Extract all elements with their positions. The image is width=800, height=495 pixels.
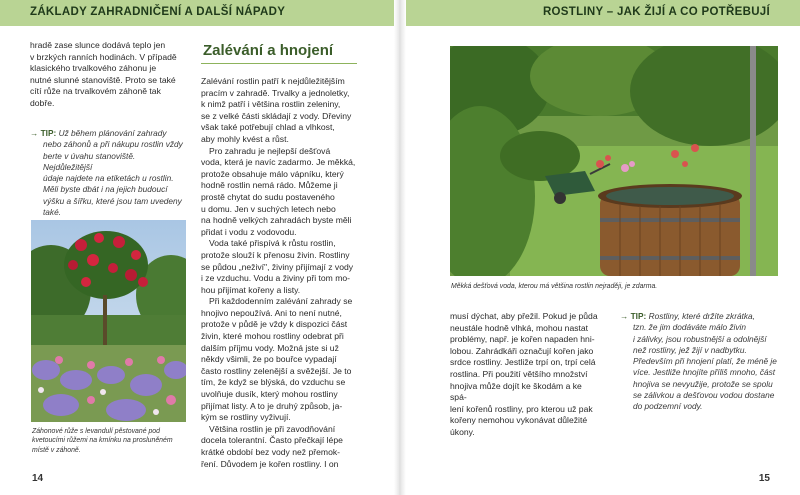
page-gutter	[394, 0, 406, 495]
text-line: se půdou „neživí", živiny přijímají z vody	[201, 261, 354, 272]
tip-line: nebo záhonů a při nákupu rostlin vždy	[43, 139, 183, 150]
tip-line: údaje najdete na etiketách u rostlin.	[43, 173, 174, 184]
tip-line: Rostliny, které držíte zkrátka,	[648, 311, 755, 321]
text-line: živin, které mohou rostliny odebrat při	[201, 331, 344, 342]
tip-line: hnojiva se nevyužije, protože se spolu	[633, 378, 773, 389]
text-line: docela tolerantní. Často přečkají lépe	[201, 435, 343, 446]
text-line: hradě zase slunce dodává teplo jen	[30, 40, 166, 50]
text-line: přijímat listy. A to je druhý způsob, ja-	[201, 400, 343, 411]
photo-caption-right: Měkká dešťová voda, kterou má většina rostlin nejraději, je zdarma.	[451, 283, 658, 290]
header-band-right	[406, 0, 800, 26]
tip-line: výšku a šířku, které jsou tam uvedeny	[43, 195, 182, 206]
tip-line: Měli byste dbát i na jejich budoucí	[43, 184, 168, 195]
tip-line: berte v úvahu stanoviště. Nejdůležitější	[43, 150, 136, 172]
text-line: rostlina. Při použití většího množství	[450, 368, 588, 379]
text-line: však také potřebují chlad a vlhkost,	[201, 122, 335, 133]
section-heading: Zalévání a hnojení	[203, 42, 334, 59]
tip-line: tzn. že jim dodáváte málo živin	[633, 322, 746, 333]
text-line: srdce rostliny. Jestliže trpí on, trpí celá	[450, 357, 596, 368]
text-line: cítí růže na trvalkovém záhoně tak	[30, 86, 161, 97]
arrow-right-icon: →	[620, 311, 629, 321]
text-line: tím, že když se blýská, do vzduchu se	[201, 377, 346, 388]
text-line: kořeny nemohou vykonávat důležité	[450, 415, 588, 426]
text-line: kým se rostliny vyživují.	[201, 412, 291, 423]
text-line: krátké období bez vody než přemok-	[201, 447, 341, 457]
text-line: musí dýchat, aby přežil. Pokud je půda	[450, 311, 598, 321]
text-line: hou přijímat kořeny a listy.	[201, 284, 301, 295]
text-line: Zalévání rostlin patří k nejdůležitějším	[201, 76, 345, 86]
text-line: problémy, např. je kořen napaden hni-	[450, 334, 595, 345]
running-header-left: ZÁKLADY ZAHRADNIČENÍ A DALŠÍ NÁPADY	[30, 6, 286, 18]
text-line: klasického trvalkového záhonu je	[30, 63, 157, 74]
text-line: se z velké části skládají z vody. Dřeviny	[201, 110, 352, 121]
text-line: neustále hodně vlhká, mohou nastat	[450, 322, 589, 333]
text-line: na hodně velkých zahradách byste měli	[201, 215, 352, 226]
tip-label: TIP:	[40, 128, 57, 138]
tip-box-right	[620, 311, 778, 413]
caption-line: Záhonové růže s levandulí pěstované pod	[32, 428, 160, 435]
tip-box-left	[30, 128, 186, 218]
header-band-left	[0, 0, 394, 26]
text-line: uvolňuje dusík, který mohou rostliny	[201, 389, 338, 400]
tip-line: více. Jestliže hnojíte příliš mnoho, část	[633, 367, 776, 378]
rain-barrel-garden-photo	[450, 46, 778, 276]
tip-line: také.	[43, 207, 61, 218]
text-line: ření. Důvodem je kořen rostliny. I on	[201, 458, 339, 469]
text-line: hodně rostlin nemá rádo. Můžeme ji	[201, 180, 338, 191]
text-line: protože v půdě je vždy k dispozici část	[201, 319, 348, 330]
text-line: v brzkých ranních hodinách. V případě	[30, 51, 177, 62]
text-line: u domu. Jen v suchých letech nebo	[201, 203, 336, 214]
page-number-left: 14	[32, 473, 44, 484]
text-line: i ze vzduchu. Vodu a živiny při tom mo-	[201, 273, 351, 284]
text-line: voda, která je navíc zadarmo. Je měkká,	[201, 157, 356, 168]
photo-caption-left	[32, 427, 182, 455]
tip-line: i zálivky, jsou robustnější a odolnější	[633, 333, 767, 344]
text-line: pracím v zahradě. Trvalky a jednoletky,	[201, 87, 350, 98]
right-column-text	[450, 311, 600, 439]
text-line: dalším příjmu vody. Možná jste si už	[201, 342, 339, 353]
text-line: lobou. Zahrádkáři označují kořen jako	[450, 345, 594, 356]
text-line: aby mohly kvést a růst.	[201, 133, 289, 144]
caption-line: kvetoucími růžemi na kmínku na prosluněném	[32, 437, 173, 445]
tip-line: Především při hnojení platí, že méně je	[633, 356, 777, 367]
text-line: lení kořenů rostliny, pro kterou už pak	[450, 403, 593, 414]
text-line: prostě chytat do sudu postaveného	[201, 191, 335, 202]
tip-label: TIP:	[630, 311, 647, 321]
page-number-right: 15	[758, 473, 770, 484]
left-column-text	[30, 40, 180, 110]
rose-standard-photo	[31, 220, 186, 422]
tip-line: do podzemní vody.	[633, 401, 703, 412]
tip-line: než rostliny, jež žijí v nadbytku.	[633, 344, 747, 355]
heading-underline	[201, 63, 357, 64]
text-line: Většina rostlin je při zavodňování	[209, 423, 336, 434]
text-line: hnojiva může dojít ke škodám a ke spá-	[450, 380, 582, 403]
main-column-text	[201, 76, 358, 470]
tip-line: Už během plánování zahrady	[58, 128, 167, 138]
text-line: hnojivo nepoužívá. Ani to není nutné,	[201, 307, 342, 318]
text-line: často rostliny zelenější a svěžejší. Je to	[201, 365, 352, 376]
text-line: přidat i vodu z vodovodu.	[201, 226, 297, 237]
text-line: úkony.	[450, 426, 475, 437]
text-line: protože obsahuje málo vápníku, který	[201, 168, 344, 179]
running-header-right: ROSTLINY – JAK ŽIJÍ A CO POTŘEBUJÍ	[542, 6, 770, 18]
text-line: nutné slunné stanoviště. Proto se také	[30, 74, 176, 85]
caption-line: místě v záhoně.	[32, 446, 81, 454]
tip-line: se zálivkou a dešťovou vodou dostane	[633, 390, 775, 401]
text-line: Při každodenním zalévání zahrady se	[209, 296, 353, 307]
text-line: protože slouží k přenosu živin. Rostliny	[201, 249, 350, 260]
arrow-right-icon: →	[30, 128, 39, 138]
text-line: k nimž patří i většina rostlin zeleniny,	[201, 99, 341, 110]
text-line: Voda také přispívá k růstu rostlin,	[209, 238, 336, 249]
text-line: Pro zahradu je nejlepší dešťová	[209, 145, 331, 156]
text-line: dobře.	[30, 97, 55, 108]
text-line: někdy všimli, že po bouřce vypadají	[201, 354, 337, 365]
